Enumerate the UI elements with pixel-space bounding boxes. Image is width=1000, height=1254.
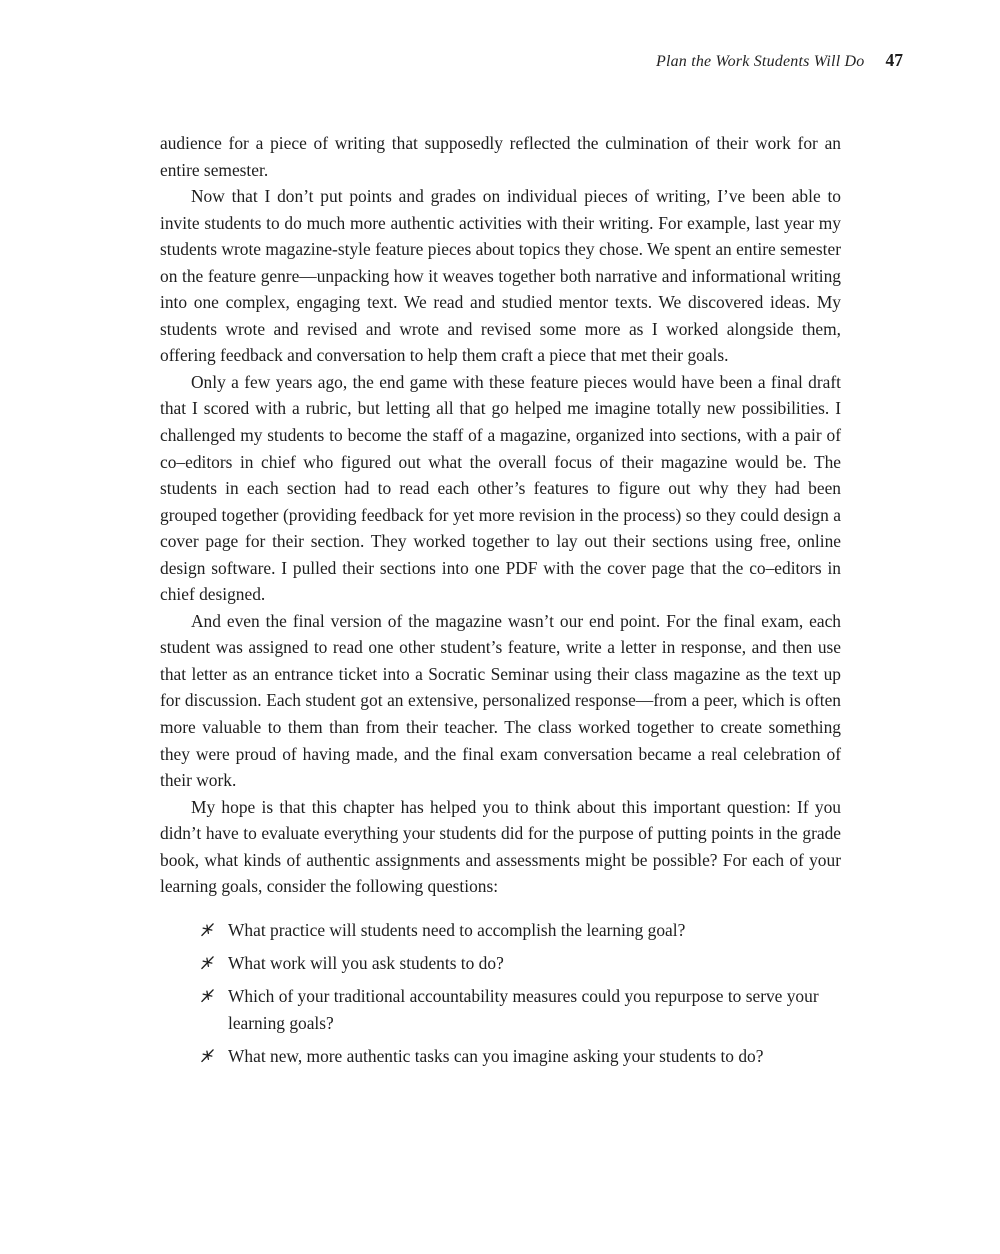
asterisk-bullet-icon (200, 1048, 215, 1063)
running-head-title: Plan the Work Students Will Do (655, 53, 865, 70)
asterisk-bullet-icon (200, 988, 215, 1003)
questions-list (160, 917, 841, 1069)
asterisk-bullet-icon (200, 922, 215, 937)
list-item (200, 983, 841, 1036)
list-item-text: What new, more authentic tasks can you imagine asking your students to do? (228, 1045, 764, 1066)
body-paragraph: audience for a piece of writing that supposedly reflected the culmination of their work for an entire semester. (160, 133, 841, 180)
body-paragraph: My hope is that this chapter has helped you to think about this important question: If you didn’t have to evaluate everything your students did for the purpose of putting points in the grade book, what kinds of authentic assignments and assessments might be possible? For each of your learning goals, consider the following questions: (160, 796, 841, 897)
asterisk-bullet-icon (200, 955, 215, 970)
body-text-block (160, 130, 841, 1069)
list-item-text: What practice will students need to accomplish the learning goal? (228, 919, 686, 940)
list-item (200, 917, 841, 944)
body-paragraph: And even the final version of the magazine wasn’t our end point. For the final exam, each student was assigned to read one other student’s feature, write a letter in response, and then use that letter as an entrance ticket into a Socratic Seminar using their class magazine as the text up for discussion. Each student got an extensive, personalized response—from a peer, which is often more valuable to them than from their teacher. The class worked together to create something they were proud of having made, and the final exam conversation became a real celebration of their work. (160, 610, 841, 791)
body-paragraph: Only a few years ago, the end game with these feature pieces would have been a final draft that I scored with a rubric, but letting all that go helped me imagine totally new possibilities. I challenged my students to become the staff of a magazine, organized into sections, with a pair of co–editors in chief who figured out what the overall focus of their magazine would be. The students in each section had to read each other’s features to figure out why they had been grouped together (providing feedback for yet more revision in the process) so they could design a cover page for their section. They worked together to lay out their sections using free, online design software. I pulled their sections into one PDF with the cover page that the co–editors in chief designed. (160, 371, 841, 605)
running-head (656, 50, 903, 71)
list-item-text: Which of your traditional accountability measures could you repurpose to serve your learning goals? (228, 985, 819, 1033)
list-item (200, 1043, 841, 1070)
body-paragraph: Now that I don’t put points and grades on individual pieces of writing, I’ve been able to invite students to do much more authentic activities with their writing. For example, last year my students wrote magazine-style feature pieces about topics they chose. We spent an entire semester on the feature genre—unpacking how it weaves together both narrative and informational writing into one complex, engaging text. We read and studied mentor texts. We discovered ideas. My students wrote and revised and wrote and revised some more as I worked alongside them, offering feedback and conversation to help them craft a piece that met their goals. (160, 186, 841, 366)
page-number: 47 (885, 50, 903, 70)
list-item (200, 950, 841, 977)
list-item-text: What work will you ask students to do? (228, 952, 504, 973)
